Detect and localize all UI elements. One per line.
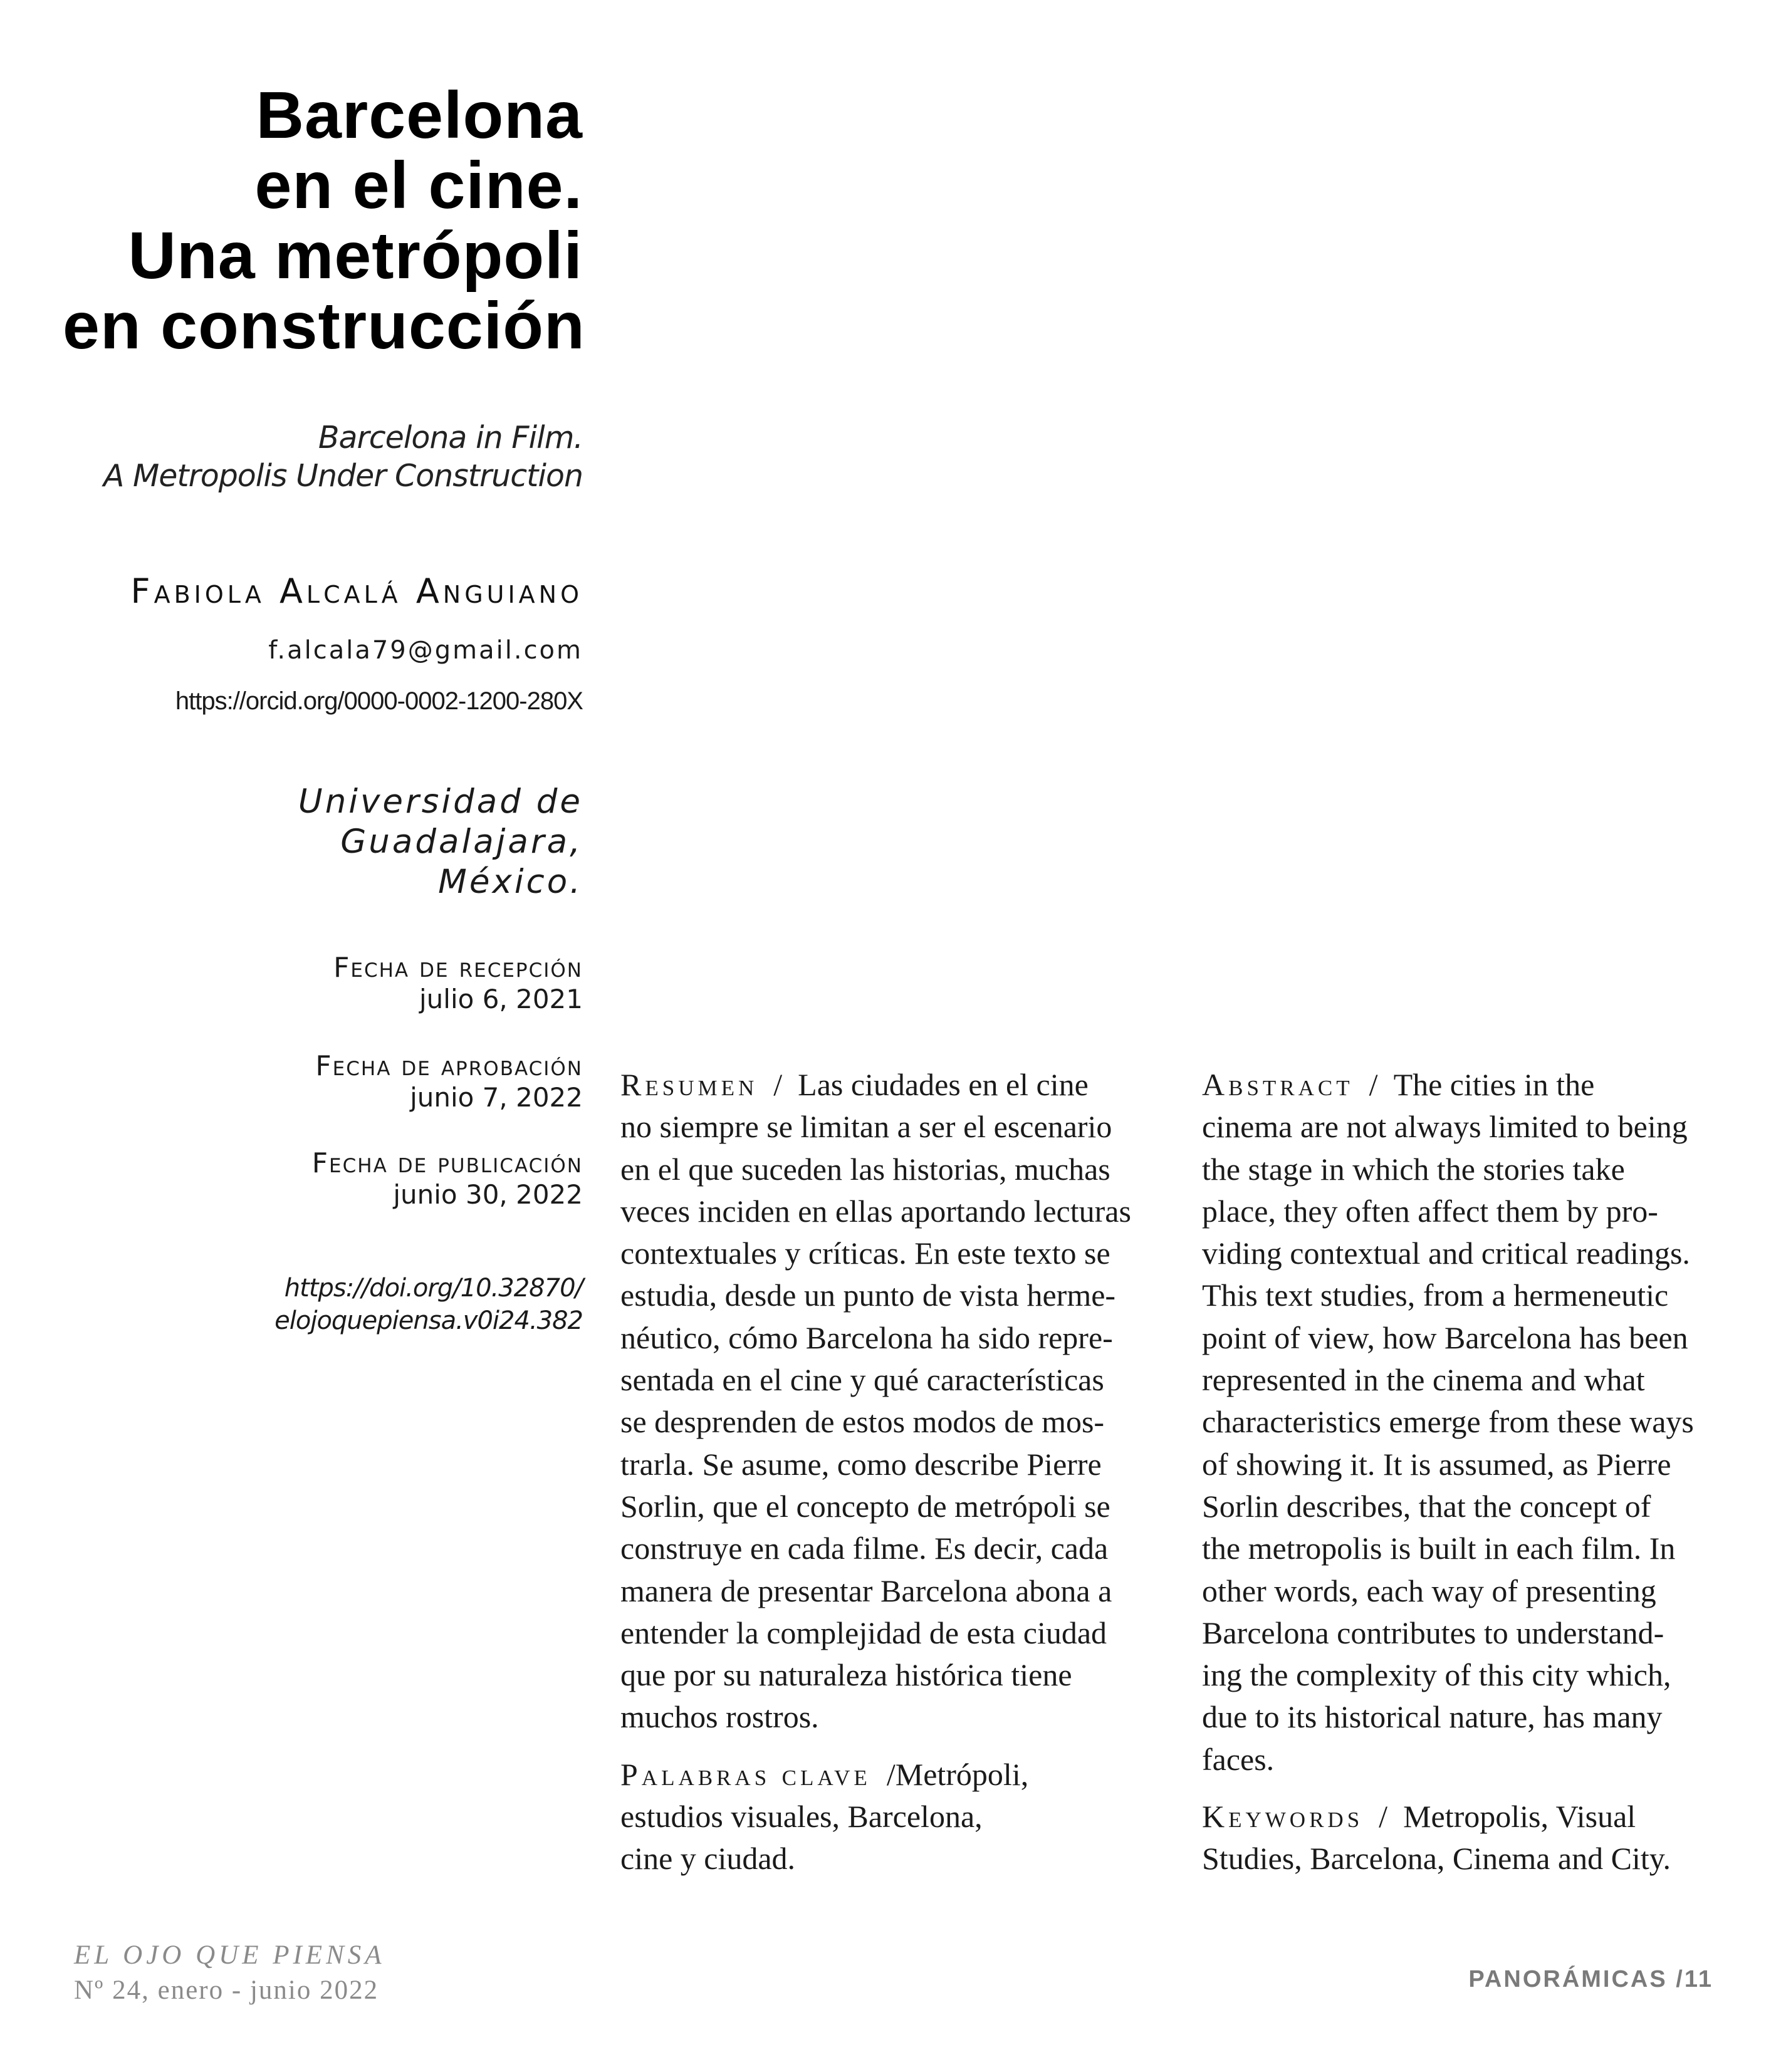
article-title [63, 80, 583, 361]
keywords-line: estudios visuales, Barcelona, [620, 1799, 983, 1835]
abstract-label: Abstract [1202, 1067, 1354, 1102]
abstract-line: other words, each way of presenting [1202, 1573, 1656, 1608]
date-value: junio 7, 2022 [410, 1082, 583, 1113]
resumen-line: néutico, cómo Barcelona ha sido repre- [620, 1320, 1113, 1355]
separator: / [1379, 1799, 1388, 1835]
abstract-line: the stage in which the stories take [1202, 1151, 1625, 1187]
keywords-line: cine y ciudad. [620, 1841, 796, 1877]
date-label: Fecha de publicación [311, 1147, 583, 1179]
page-footer [1468, 1966, 1713, 1993]
palabras-clave-label: Palabras clave [620, 1756, 871, 1792]
resumen-line: contextuales y críticas. En este texto se [620, 1236, 1110, 1271]
resumen-line: no siempre se limitan a ser el escenario [620, 1109, 1112, 1145]
abstract-line: faces. [1202, 1741, 1275, 1777]
resumen-line: se desprenden de estos modos de mos- [620, 1404, 1105, 1440]
resumen-line: Sorlin, que el concepto de metrópoli se [620, 1488, 1110, 1524]
date-label: Fecha de aprobación [315, 1050, 583, 1082]
abstract-line: due to its historical nature, has many [1202, 1699, 1663, 1735]
date-approved [63, 1051, 583, 1113]
title-line: en el cine. [254, 148, 583, 222]
abstract-line: ing the complexity of this city which, [1202, 1657, 1671, 1693]
separator: / [886, 1756, 896, 1792]
author-email[interactable]: f.alcala79@gmail.com [268, 636, 583, 665]
subtitle-line: Barcelona in Film. [318, 420, 583, 456]
date-published [63, 1148, 583, 1210]
abstract-line: point of view, how Barcelona has been [1202, 1320, 1688, 1355]
resumen-line: manera de presentar Barcelona abona a [620, 1573, 1112, 1608]
journal-footer [74, 1938, 385, 2008]
keywords-line: Studies, Barcelona, Cinema and City. [1202, 1841, 1671, 1877]
keywords: Keywords / Metropolis, Visual Studies, Barcelona, Cinema and City. [1202, 1799, 1671, 1877]
palabras-clave: Palabras clave /Metrópoli, estudios visuales, Barcelona, cine y ciudad. [620, 1756, 1029, 1877]
title-line: Una metrópoli [128, 219, 583, 293]
author-orcid-link[interactable]: https://orcid.org/0000-0002-1200-280X [175, 687, 583, 715]
resumen-line: construye en cada filme. Es decir, cada [620, 1531, 1109, 1566]
resumen-line: sentada en el cine y qué características [620, 1362, 1104, 1398]
keywords-label: Keywords [1202, 1799, 1364, 1835]
date-label: Fecha de recepción [333, 952, 583, 984]
doi-line: elojoquepiensa.v0i24.382 [274, 1306, 583, 1335]
abstract-line: represented in the cinema and what [1202, 1362, 1645, 1398]
abstract-line: Barcelona contributes to understand- [1202, 1615, 1664, 1650]
resumen-section [620, 1064, 1172, 1895]
abstract-line: Sorlin describes, that the concept of [1202, 1488, 1651, 1524]
date-received [63, 952, 583, 1015]
abstract-line: This text studies, from a hermeneutic [1202, 1278, 1669, 1313]
doi-link[interactable] [63, 1272, 583, 1337]
separator: / [1369, 1067, 1378, 1102]
page-number: /11 [1676, 1966, 1713, 1992]
journal-name: EL OJO QUE PIENSA [74, 1940, 385, 1970]
date-value: junio 30, 2022 [393, 1179, 583, 1210]
abstract-line: viding contextual and critical readings. [1202, 1236, 1690, 1271]
abstract-line: the metropolis is built in each film. In [1202, 1531, 1676, 1566]
author-name: Fabiola Alcalá Anguiano [130, 571, 583, 611]
resumen-line: entender la complejidad de esta ciudad [620, 1615, 1107, 1650]
doi-line: https://doi.org/10.32870/ [284, 1274, 583, 1303]
affiliation-line: Universidad de Guadalajara, [298, 783, 583, 861]
resumen-line: trarla. Se asume, como describe Pierre [620, 1446, 1102, 1482]
abstract-line: of showing it. It is assumed, as Pierre [1202, 1446, 1671, 1482]
resumen-first-line: Resumen / Las ciudades en el cine [620, 1067, 1089, 1102]
affiliation-line: México. [438, 863, 583, 901]
resumen-line: que por su naturaleza histórica tiene [620, 1657, 1072, 1693]
separator: / [773, 1067, 783, 1102]
journal-issue: Nº 24, enero - junio 2022 [74, 1976, 379, 2005]
title-line: Barcelona [256, 78, 583, 152]
abstract-section [1202, 1064, 1753, 1895]
abstract-line: place, they often affect them by pro- [1202, 1193, 1658, 1229]
resumen-line: estudia, desde un punto de vista herme- [620, 1278, 1116, 1313]
abstract-body [1202, 1064, 1753, 1781]
title-line: en construcción [63, 289, 585, 363]
resumen-body [620, 1064, 1172, 1739]
resumen-line: veces inciden en ellas aportando lecturas [620, 1193, 1131, 1229]
resumen-line: en el que suceden las historias, muchas [620, 1151, 1110, 1187]
subtitle-line: A Metropolis Under Construction [103, 458, 583, 494]
abstract-line: cinema are not always limited to being [1202, 1109, 1688, 1145]
affiliation [63, 782, 583, 902]
abstract-line: characteristics emerge from these ways [1202, 1404, 1694, 1440]
date-value: julio 6, 2021 [419, 984, 583, 1014]
english-title [63, 419, 583, 495]
section-name: PANORÁMICAS [1468, 1966, 1668, 1992]
abstract-first-line: Abstract / The cities in the [1202, 1067, 1595, 1102]
resumen-label: Resumen [620, 1067, 758, 1102]
resumen-line: muchos rostros. [620, 1699, 819, 1735]
